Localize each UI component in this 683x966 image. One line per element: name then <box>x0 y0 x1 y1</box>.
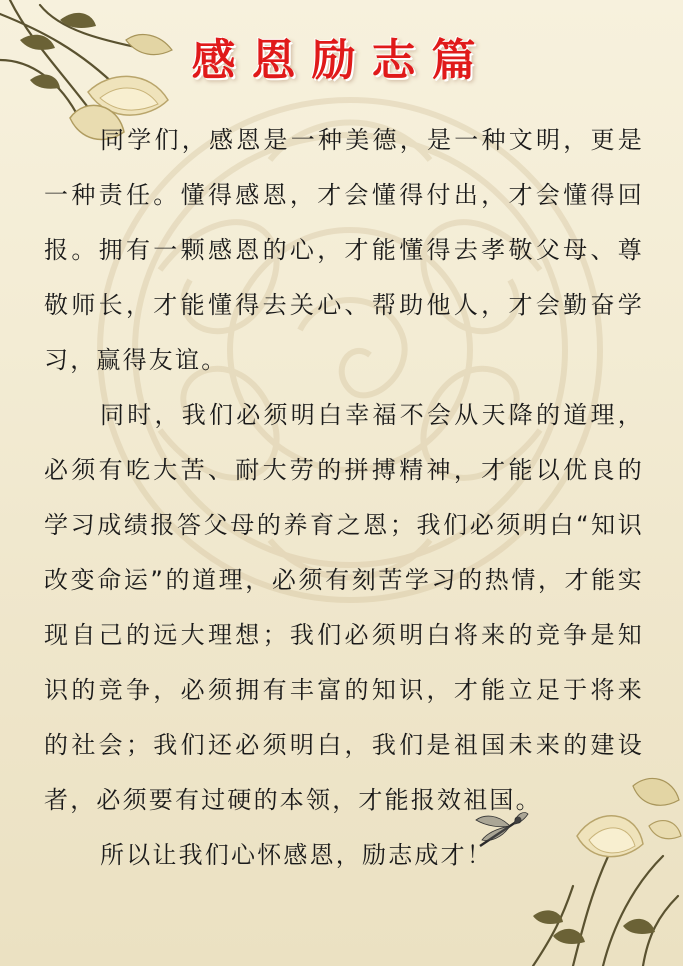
paragraph-conclusion: 所以让我们心怀感恩，励志成才！ <box>100 841 493 869</box>
paragraph-gratitude: 同学们，感恩是一种美德，是一种文明，更是一种责任。懂得感恩，才会懂得付出，才会懂得回报。拥有一颗感恩的心，才能懂得去孝敬父母、尊敬师长，才能懂得去关心、帮助他人，才会勤奋学习，赢得友谊。 <box>44 126 644 374</box>
paragraph-understanding: 同时，我们必须明白幸福不会从天降的道理，必须有吃大苦、耐大劳的拼搏精神，才能以优良的学习成绩报答父母的养育之恩；我们必须明白“知识改变命运”的道理，必须有刻苦学习的热情，才能实现自己的远大理想；我们必须明白将来的竞争是知识的竞争，必须拥有丰富的知识，才能立足于将来的社会；我们还必须明白，我们是祖国未来的建设者，必须要有过硬的本领，才能报效祖国。 <box>44 401 644 814</box>
page-title: 感恩励志篇 <box>191 35 492 86</box>
body-text <box>44 113 644 883</box>
